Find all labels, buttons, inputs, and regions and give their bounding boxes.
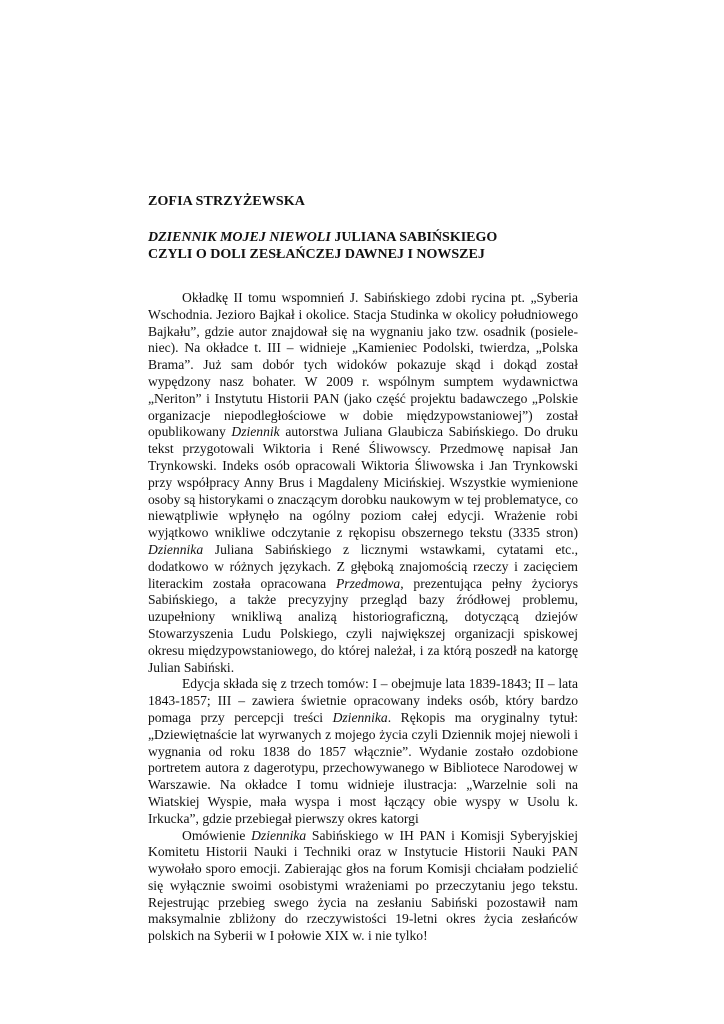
paragraph-text: Juliana Sabińskiego z licznymi wstawkami, cytatami etc., dodatkowo w różnych językach. Z głęboką znajomością rzeczy i zacięciem literackim została opracowana [148, 541, 578, 591]
article-title [148, 229, 578, 263]
title-rest-part: JULIANA SABIŃSKIEGO [330, 230, 498, 245]
italic-text: Dziennik [231, 424, 280, 440]
paragraph-text: Okładkę II tomu wspomnień J. Sabińskiego zdobi rycina pt. „Syberia Wschodnia. Jezioro Bajkał i okolice. Stacja Studinka w okolicy południowego Bajkału”, gdzie autor znajdował się na wygnaniu jako tzw. osadnik (posieleniec). Na okładce t. III – widnieje „Kamieniec Podolski, twierdza, „Polska Brama”. Już sam dobór tych widoków pokazuje skąd i dokąd został wypędzony nasz bohater. W 2009 r. wspólnym sumptem wydawnictwa „Neriton” i Instytutu Historii PAN (jako część projektu badawczego „Polskie organizacje niepodległościowe w dobie międzypowstaniowej”) został opublikowany [148, 290, 578, 440]
paragraph-text: Sabińskiego w IH PAN i Komisji Syberyjskiej Komitetu Historii Nauki i Techniki oraz w Instytucie Historii Nauki PAN wywołało sporo emocji. Zabierając głos na forum Komisji chciałam podzielić się wyłącznie swoimi osobistymi wrażeniami po przeczytaniu jego tekstu. Rejestrując przebieg swego życia na zesłaniu Sabiński pozostawił nam maksymalnie zbliżony do rzeczywistości 19-letni okres życia zesłańców polskich na Syberii w I połowie XIX w. i nie tylko! [148, 827, 578, 944]
italic-text: Dziennika [251, 827, 307, 843]
title-italic-part: DZIENNIK MOJEJ NIEWOLI [148, 230, 331, 245]
paragraph-text: Omówienie [182, 827, 252, 843]
paragraph-text: , prezentująca pełny życiorys Sabińskiego, a także precyzyjny przegląd bazy źródłowej problemu, uzupełniony wnikliwą analizą historiograficzną, dotyczącą dziejów Stowarzyszenia Ludu Polskiego, czyli największej organizacji spiskowej okresu międzypowstaniowego, do której należał, i za którą poszedł na katorgę Julian Sabiński. [148, 575, 578, 675]
document-page [148, 0, 578, 1024]
title-line-2: CZYLI O DOLI ZESŁAŃCZEJ DAWNEJ I NOWSZEJ [148, 247, 485, 262]
italic-text: Dziennika [148, 541, 204, 557]
paragraph-1 [148, 290, 578, 676]
title-line-1 [148, 229, 578, 246]
article-body [148, 290, 578, 945]
paragraph-text: autorstwa Juliana Glaubicza Sabińskiego. Do druku tekst przygotowali Wiktoria i René Śliwowscy. Przedmowę napisał Jan Trynkowski. Indeks osób opracowali Wiktoria Śliwowska i Jan Trynkowski przy współpracy Anny Brus i Magdaleny Micińskiej. Wszystkie wymienione osoby są historykami o znaczącym dorobku naukowym w tej problematyce, co niewątpliwie wpłynęło na ogólny poziom całej edycji. Wrażenie robi wyjątkowo wnikliwe odczytanie z rękopisu obszernego tekstu (3335 stron) [148, 424, 578, 541]
paragraph-text: . Rękopis ma oryginalny tytuł: „Dziewiętnaście lat wyrwanych z mojego życia czyli Dziennik mojej niewoli i wygnania od roku 1838 do 1857 włącznie”. Wydanie zostało ozdobione portretem autora z dagerotypu, przechowywanego w Bibliotece Narodowej w Warszawie. Na okładce I tomu widnieje ilustracja: „Warzelnie soli na Wiatskiej Wyspie, mała wyspa i most łączący obie wyspy w Usolu k. Irkucka”, gdzie przebiegał pierwszy okres katorgi [148, 709, 578, 826]
italic-text: Dziennika [332, 709, 388, 725]
italic-text: Przedmowa [335, 575, 401, 591]
paragraph-2 [148, 676, 578, 827]
paragraph-text: Edycja składa się z trzech tomów: I – obejmuje lata 1839-1843; II – lata 1843-1857; III – zawiera świetnie opracowany indeks osób, który bardzo pomaga przy percepcji treści [148, 676, 578, 725]
author-name: ZOFIA STRZYŻEWSKA [148, 194, 305, 209]
paragraph-3 [148, 828, 578, 946]
